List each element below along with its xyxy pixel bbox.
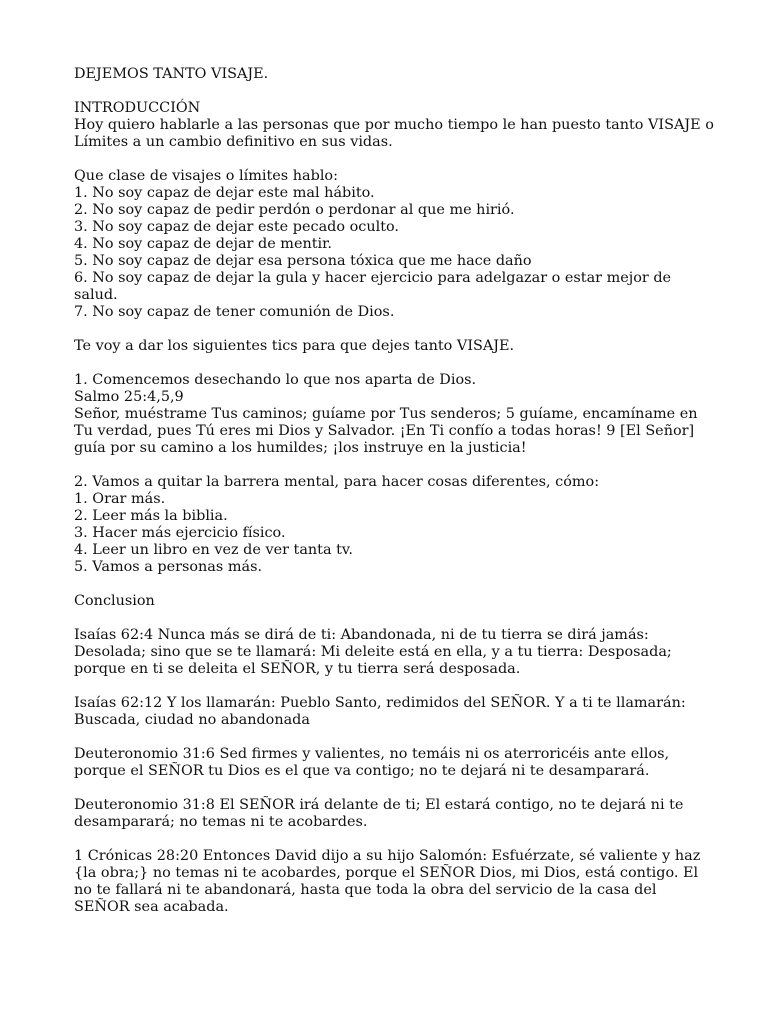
document-page xyxy=(74,66,714,933)
conclusion-heading-block xyxy=(74,593,714,610)
list-item: 5. Vamos a personas más. xyxy=(74,559,263,575)
conclusion-verse xyxy=(74,695,714,729)
document-title: DEJEMOS TANTO VISAJE. xyxy=(74,66,269,82)
point1-reference: Salmo 25:4,5,9 xyxy=(74,389,184,405)
point1-verse: Señor, muéstrame Tus caminos; guíame por Tus senderos; 5 guíame, encamíname en Tu verdad, pues Tú eres mi Dios y Salvador. ¡En Ti confío a todas horas! 9 [El Señor] guía por su camino a los humildes; ¡los instruye en la justicia! xyxy=(74,406,698,456)
list-item: 1. No soy capaz de dejar este mal hábito. xyxy=(74,185,375,201)
point1-section xyxy=(74,372,714,457)
list-item: 2. Leer más la biblia. xyxy=(74,508,228,524)
conclusion-heading: Conclusion xyxy=(74,593,155,609)
conclusion-verse xyxy=(74,627,714,678)
point2-section xyxy=(74,474,714,576)
intro-heading: INTRODUCCIÓN xyxy=(74,100,201,116)
point1-heading: 1. Comencemos desechando lo que nos aparta de Dios. xyxy=(74,372,477,388)
list-item: 3. No soy capaz de dejar este pecado oculto. xyxy=(74,219,399,235)
intro-text: Hoy quiero hablarle a las personas que por mucho tiempo le han puesto tanto VISAJE o Límites a un cambio definitivo en sus vidas. xyxy=(74,117,714,150)
tics-intro: Te voy a dar los siguientes tics para que dejes tanto VISAJE. xyxy=(74,338,515,354)
verse-text: Deuteronomio 31:8 El SEÑOR irá delante de ti; El estará contigo, no te dejará ni te desamparará; no temas ni te acobardes. xyxy=(74,797,684,830)
list-item: 6. No soy capaz de dejar la gula y hacer ejercicio para adelgazar o estar mejor de salud. xyxy=(74,270,672,303)
list-item: 7. No soy capaz de tener comunión de Dios. xyxy=(74,304,395,320)
conclusion-verse xyxy=(74,797,714,831)
verse-text: Deuteronomio 31:6 Sed firmes y valientes, no temáis ni os aterroricéis ante ellos, porque el SEÑOR tu Dios es el que va contigo; no te dejará ni te desamparará. xyxy=(74,746,670,779)
conclusion-verse xyxy=(74,746,714,780)
list-item: 5. No soy capaz de dejar esa persona tóxica que me hace daño xyxy=(74,253,532,269)
list-item: 2. No soy capaz de pedir perdón o perdonar al que me hirió. xyxy=(74,202,515,218)
point2-heading: 2. Vamos a quitar la barrera mental, para hacer cosas diferentes, cómo: xyxy=(74,474,600,490)
tics-intro-section xyxy=(74,338,714,355)
intro-section xyxy=(74,100,714,151)
list-item: 3. Hacer más ejercicio físico. xyxy=(74,525,286,541)
limits-section xyxy=(74,168,714,321)
list-item: 4. Leer un libro en vez de ver tanta tv. xyxy=(74,542,353,558)
document-title-block xyxy=(74,66,714,83)
verse-text: 1 Crónicas 28:20 Entonces David dijo a su hijo Salomón: Esfuérzate, sé valiente y haz {la obra;} no temas ni te acobardes, porque el SEÑOR Dios, mi Dios, está contigo. El no te fallará ni te abandonará, hasta que toda la obra del servicio de la casa del SEÑOR sea acabada. xyxy=(74,848,701,915)
list-item: 4. No soy capaz de dejar de mentir. xyxy=(74,236,332,252)
conclusion-verse xyxy=(74,848,714,916)
verse-text: Isaías 62:4 Nunca más se dirá de ti: Abandonada, ni de tu tierra se dirá jamás: Desolada; sino que se te llamará: Mi deleite está en ella, y a tu tierra: Desposada; porque en ti se deleita el SEÑOR, y tu tierra será desposada. xyxy=(74,627,672,677)
limits-heading: Que clase de visajes o límites hablo: xyxy=(74,168,338,184)
list-item: 1. Orar más. xyxy=(74,491,166,507)
verse-text: Isaías 62:12 Y los llamarán: Pueblo Santo, redimidos del SEÑOR. Y a ti te llamarán: Buscada, ciudad no abandonada xyxy=(74,695,686,728)
